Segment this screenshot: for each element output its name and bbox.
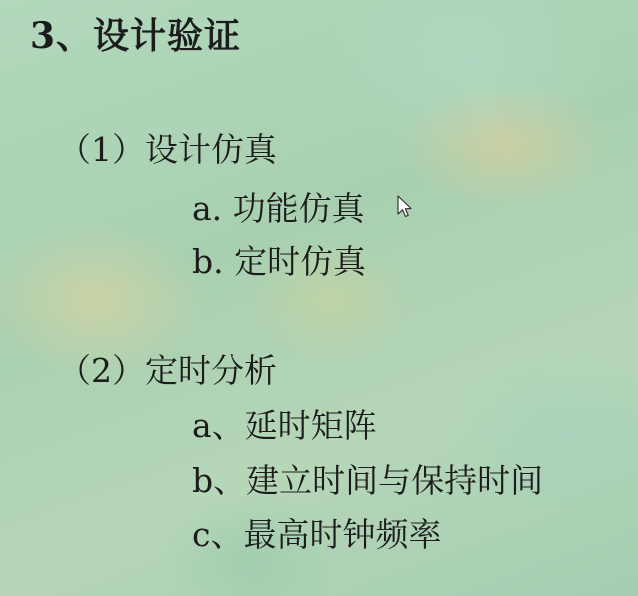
section1-heading: （1）设计仿真	[58, 130, 277, 169]
section1-item-b: b. 定时仿真	[192, 242, 367, 281]
section1-item-a: a. 功能仿真	[192, 189, 365, 228]
section2-heading: （2）定时分析	[58, 351, 277, 390]
mouse-pointer-icon	[396, 195, 414, 219]
section2-item-c: c、最高时钟频率	[192, 515, 442, 554]
section2-item-b: b、建立时间与保持时间	[192, 461, 544, 500]
section2-item-a: a、延时矩阵	[192, 406, 377, 445]
slide-title: 3、设计验证	[30, 15, 242, 57]
